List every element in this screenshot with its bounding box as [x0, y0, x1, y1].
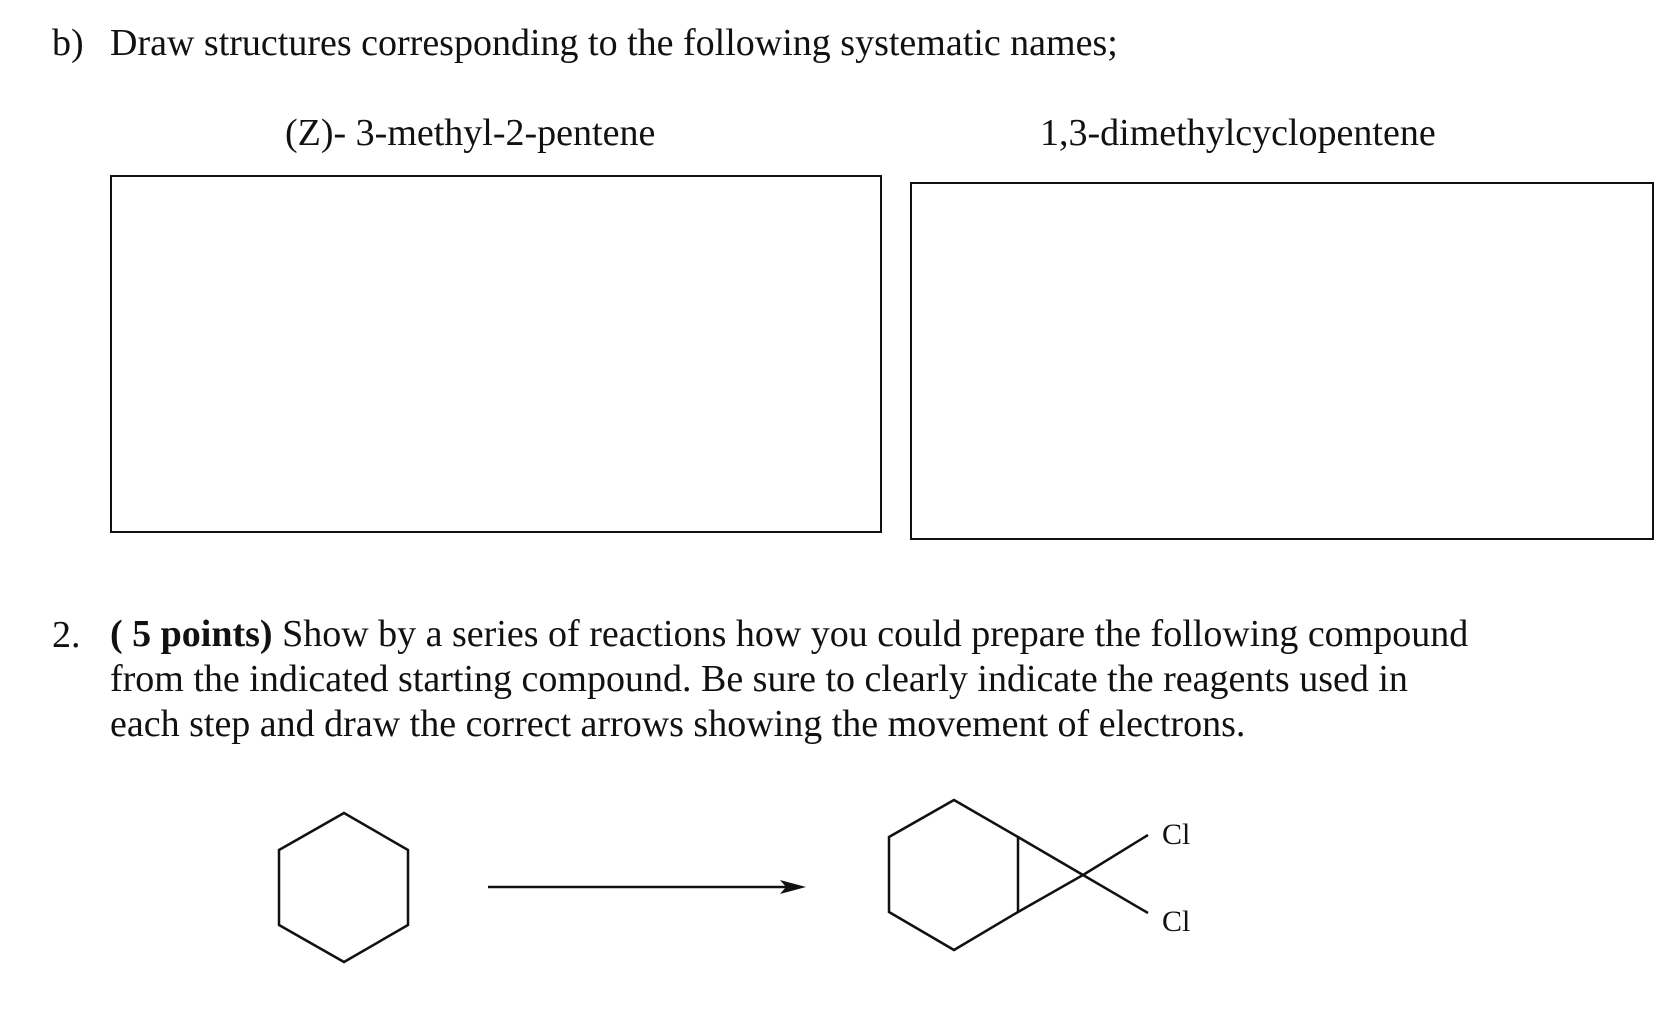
question-2-line-3: each step and draw the correct arrows showing the movement of electrons. — [110, 703, 1246, 745]
answer-box-left[interactable] — [110, 175, 882, 533]
dichlorocyclopropane-product-structure — [889, 800, 1148, 950]
reaction-arrow — [488, 880, 806, 894]
question-2-line-1: Show by a series of reactions how you could prepare the following compound — [272, 613, 1469, 655]
product-chlorine-bottom: Cl — [1162, 905, 1191, 938]
question-2-line-2: from the indicated starting compound. Be sure to clearly indicate the reagents used in — [110, 658, 1408, 700]
part-b-label: b) — [52, 22, 84, 64]
compound-name-right: 1,3-dimethylcyclopentene — [1040, 112, 1436, 154]
product-chlorine-top: Cl — [1162, 818, 1191, 851]
question-2-points: ( 5 points) — [110, 613, 273, 655]
question-2-text — [110, 612, 1590, 747]
answer-box-right[interactable] — [910, 182, 1654, 540]
cyclohexane-structure — [279, 813, 408, 962]
reaction-scheme — [0, 780, 1676, 1010]
part-b-instruction: Draw structures corresponding to the following systematic names; — [110, 22, 1118, 64]
question-2-number: 2. — [52, 614, 81, 656]
compound-name-left: (Z)- 3-methyl-2-pentene — [285, 112, 656, 154]
